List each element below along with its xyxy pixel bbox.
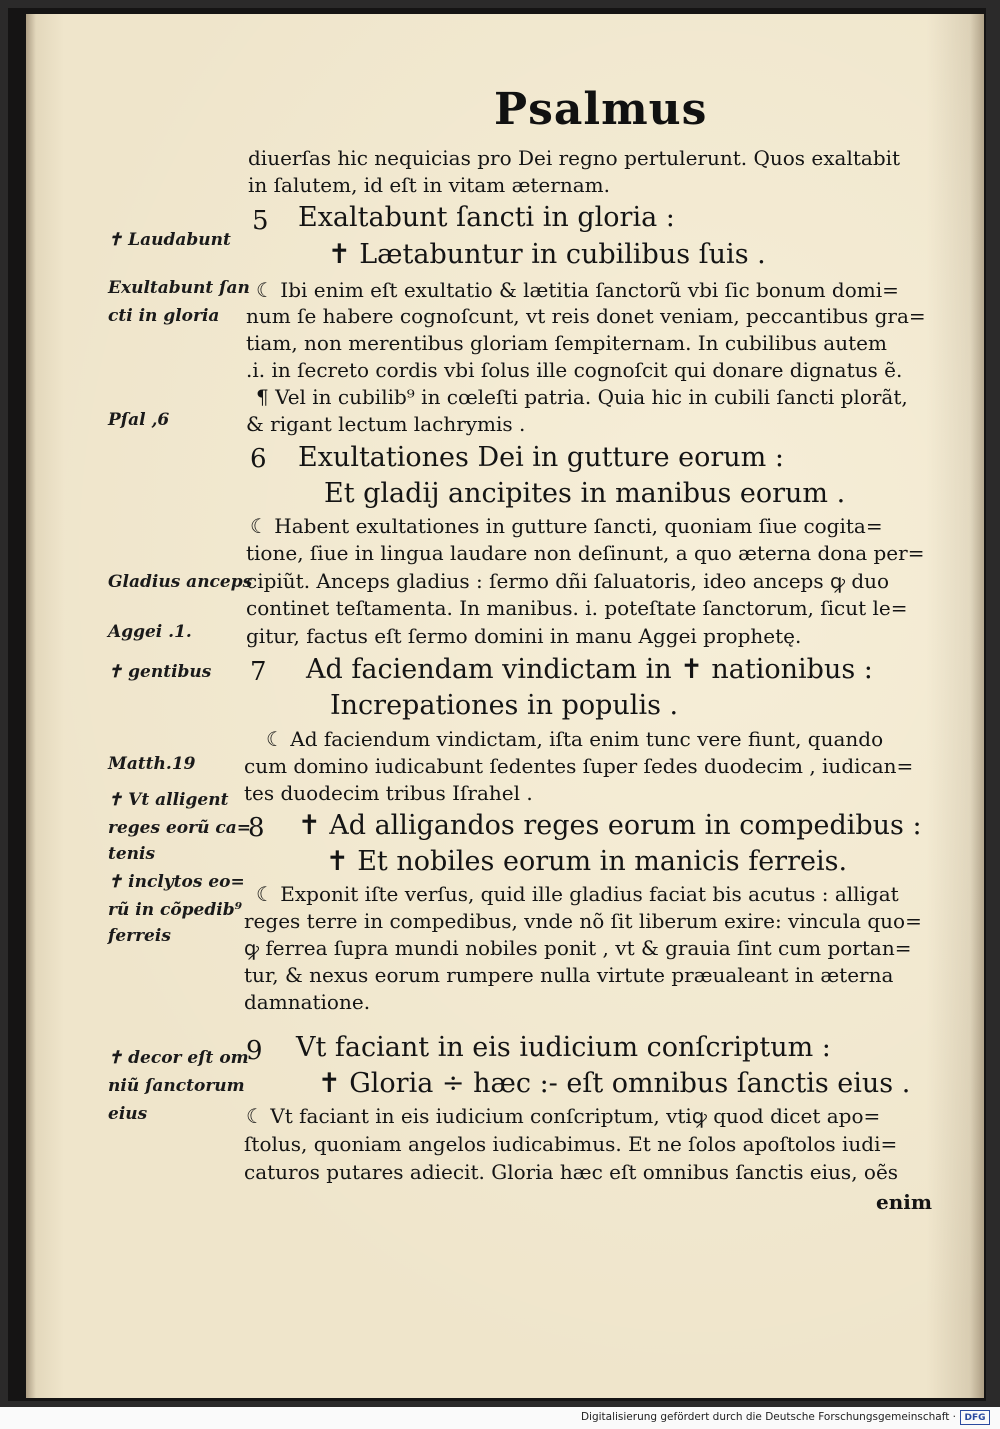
- text-line: in ſalutem, id eſt in vitam æternam.: [248, 173, 610, 197]
- commentary-line: ¶ Vel in cubilib⁹ in cœleſti patria. Quia hic in cubili ſancti plorãt,: [256, 385, 908, 409]
- footer-bar: [0, 1407, 1000, 1429]
- commentary-line: cum domino iudicabunt ſedentes ſuper ſedes duodecim , iudican=: [244, 754, 914, 778]
- commentary-line: ☾ Ad faciendum vindictam, iſta enim tunc vere fiunt, quando: [266, 727, 884, 751]
- running-head: Psalmus: [494, 84, 708, 135]
- commentary-line: tiam, non merentibus gloriam ſempiternam. In cubilibus autem: [246, 331, 887, 355]
- margin-note: Aggei .1.: [108, 622, 192, 642]
- verse-line: Exultationes Dei in gutture eorum :: [298, 442, 784, 473]
- margin-note: ✝ gentibus: [108, 662, 212, 682]
- margin-note: ✝ Vt alligent: [108, 790, 229, 810]
- commentary-line: gitur, factus eſt ſermo domini in manu Aggei prophetę.: [246, 624, 802, 648]
- verse-line: Ad faciendam vindictam in ✝ nationibus :: [306, 654, 873, 685]
- margin-note: Exultabunt ſan: [108, 278, 250, 298]
- commentary-line: ☾ Ibi enim eſt exultatio & lætitia ſanctorũ vbi ſic bonum domi=: [256, 278, 899, 302]
- commentary-line: cipiũt. Anceps gladius : ſermo dñi ſaluatoris, ideo anceps ꝙ duo: [246, 569, 890, 593]
- commentary-line: continet teſtamenta. In manibus. i. poteſtate ſanctorum, ſicut le=: [246, 596, 908, 620]
- commentary-line: tes duodecim tribus Iſrahel .: [244, 781, 533, 805]
- verse-number: 7: [250, 657, 267, 687]
- verse-number: 8: [248, 813, 265, 843]
- margin-note: niũ ſanctorum: [108, 1076, 245, 1096]
- verse-line: ✝ Gloria ÷ hæc :- eſt omnibus ſanctis eius .: [318, 1068, 911, 1099]
- commentary-line: num ſe habere cognoſcunt, vt reis donet veniam, peccantibus gra=: [246, 304, 926, 328]
- margin-note: tenis: [108, 844, 156, 864]
- commentary-line: tur, & nexus eorum rumpere nulla virtute præualeant in æterna: [244, 963, 894, 987]
- margin-note: Gladius anceps: [108, 572, 253, 592]
- commentary-line: .i. in ſecreto cordis vbi ſolus ille cognoſcit qui donare dignatus ẽ.: [246, 358, 903, 382]
- commentary-line: tione, ſiue in lingua laudare non deſinunt, a quo æterna dona per=: [246, 541, 925, 565]
- verse-number: 5: [252, 206, 269, 236]
- margin-note: ferreis: [108, 926, 171, 946]
- margin-note: cti in gloria: [108, 306, 220, 326]
- commentary-line: ſtolus, quoniam angelos iudicabimus. Et ne ſolos apoſtolos iudi=: [244, 1132, 898, 1156]
- margin-note: ✝ inclytos eo=: [108, 872, 245, 892]
- commentary-line: ꝙ ferrea ſupra mundi nobiles ponit , vt & grauia ſint cum portan=: [244, 936, 912, 960]
- margin-note: rũ in cõpedib⁹: [108, 900, 243, 920]
- commentary-line: ☾ Vt faciant in eis iudicium conſcriptum, vtiꝙ quod dicet apo=: [246, 1104, 881, 1128]
- verse-number: 6: [250, 444, 267, 474]
- commentary-line: ☾ Exponit iſte verſus, quid ille gladius faciat bis acutus : alligat: [256, 882, 899, 906]
- page-edge-shadow: [970, 14, 984, 1398]
- page-gutter-shadow: [26, 14, 36, 1398]
- catchword: enim: [876, 1190, 933, 1214]
- margin-note: eius: [108, 1104, 148, 1124]
- margin-note: ✝ decor eſt om: [108, 1048, 249, 1068]
- verse-line: ✝ Lætabuntur in cubilibus ſuis .: [328, 239, 766, 270]
- margin-note: Pſal ,6: [108, 410, 170, 430]
- commentary-line: damnatione.: [244, 990, 371, 1014]
- verse-line: ✝ Ad alligandos reges eorum in compedibus :: [298, 810, 922, 841]
- margin-note: Matth.19: [108, 754, 196, 774]
- verse-line: ✝ Et nobiles eorum in manicis ferreis.: [326, 846, 848, 877]
- margin-note: reges eorũ ca=: [108, 818, 251, 838]
- verse-line: Increpationes in populis .: [330, 690, 679, 721]
- dfg-logo[interactable]: DFG: [960, 1410, 990, 1425]
- verse-line: Exaltabunt ſancti in gloria :: [298, 202, 675, 233]
- commentary-line: ☾ Habent exultationes in gutture ſancti, quoniam ſiue cogita=: [250, 514, 883, 538]
- footer-credit: Digitalisierung gefördert durch die Deutsche Forschungsgemeinschaft ·: [580, 1411, 956, 1423]
- verse-line: Vt faciant in eis iudicium conſcriptum :: [296, 1032, 831, 1063]
- verse-line: Et gladij ancipites in manibus eorum .: [324, 478, 846, 509]
- commentary-line: caturos putares adiecit. Gloria hæc eſt omnibus ſanctis eius, oẽs: [244, 1160, 899, 1184]
- text-line: diuerſas hic nequicias pro Dei regno pertulerunt. Quos exaltabit: [248, 146, 901, 170]
- commentary-line: & rigant lectum lachrymis .: [246, 412, 526, 436]
- commentary-line: reges terre in compedibus, vnde nõ ſit liberum exire: vincula quo=: [244, 909, 922, 933]
- margin-note: ✝ Laudabunt: [108, 230, 231, 250]
- verse-number: 9: [246, 1036, 263, 1066]
